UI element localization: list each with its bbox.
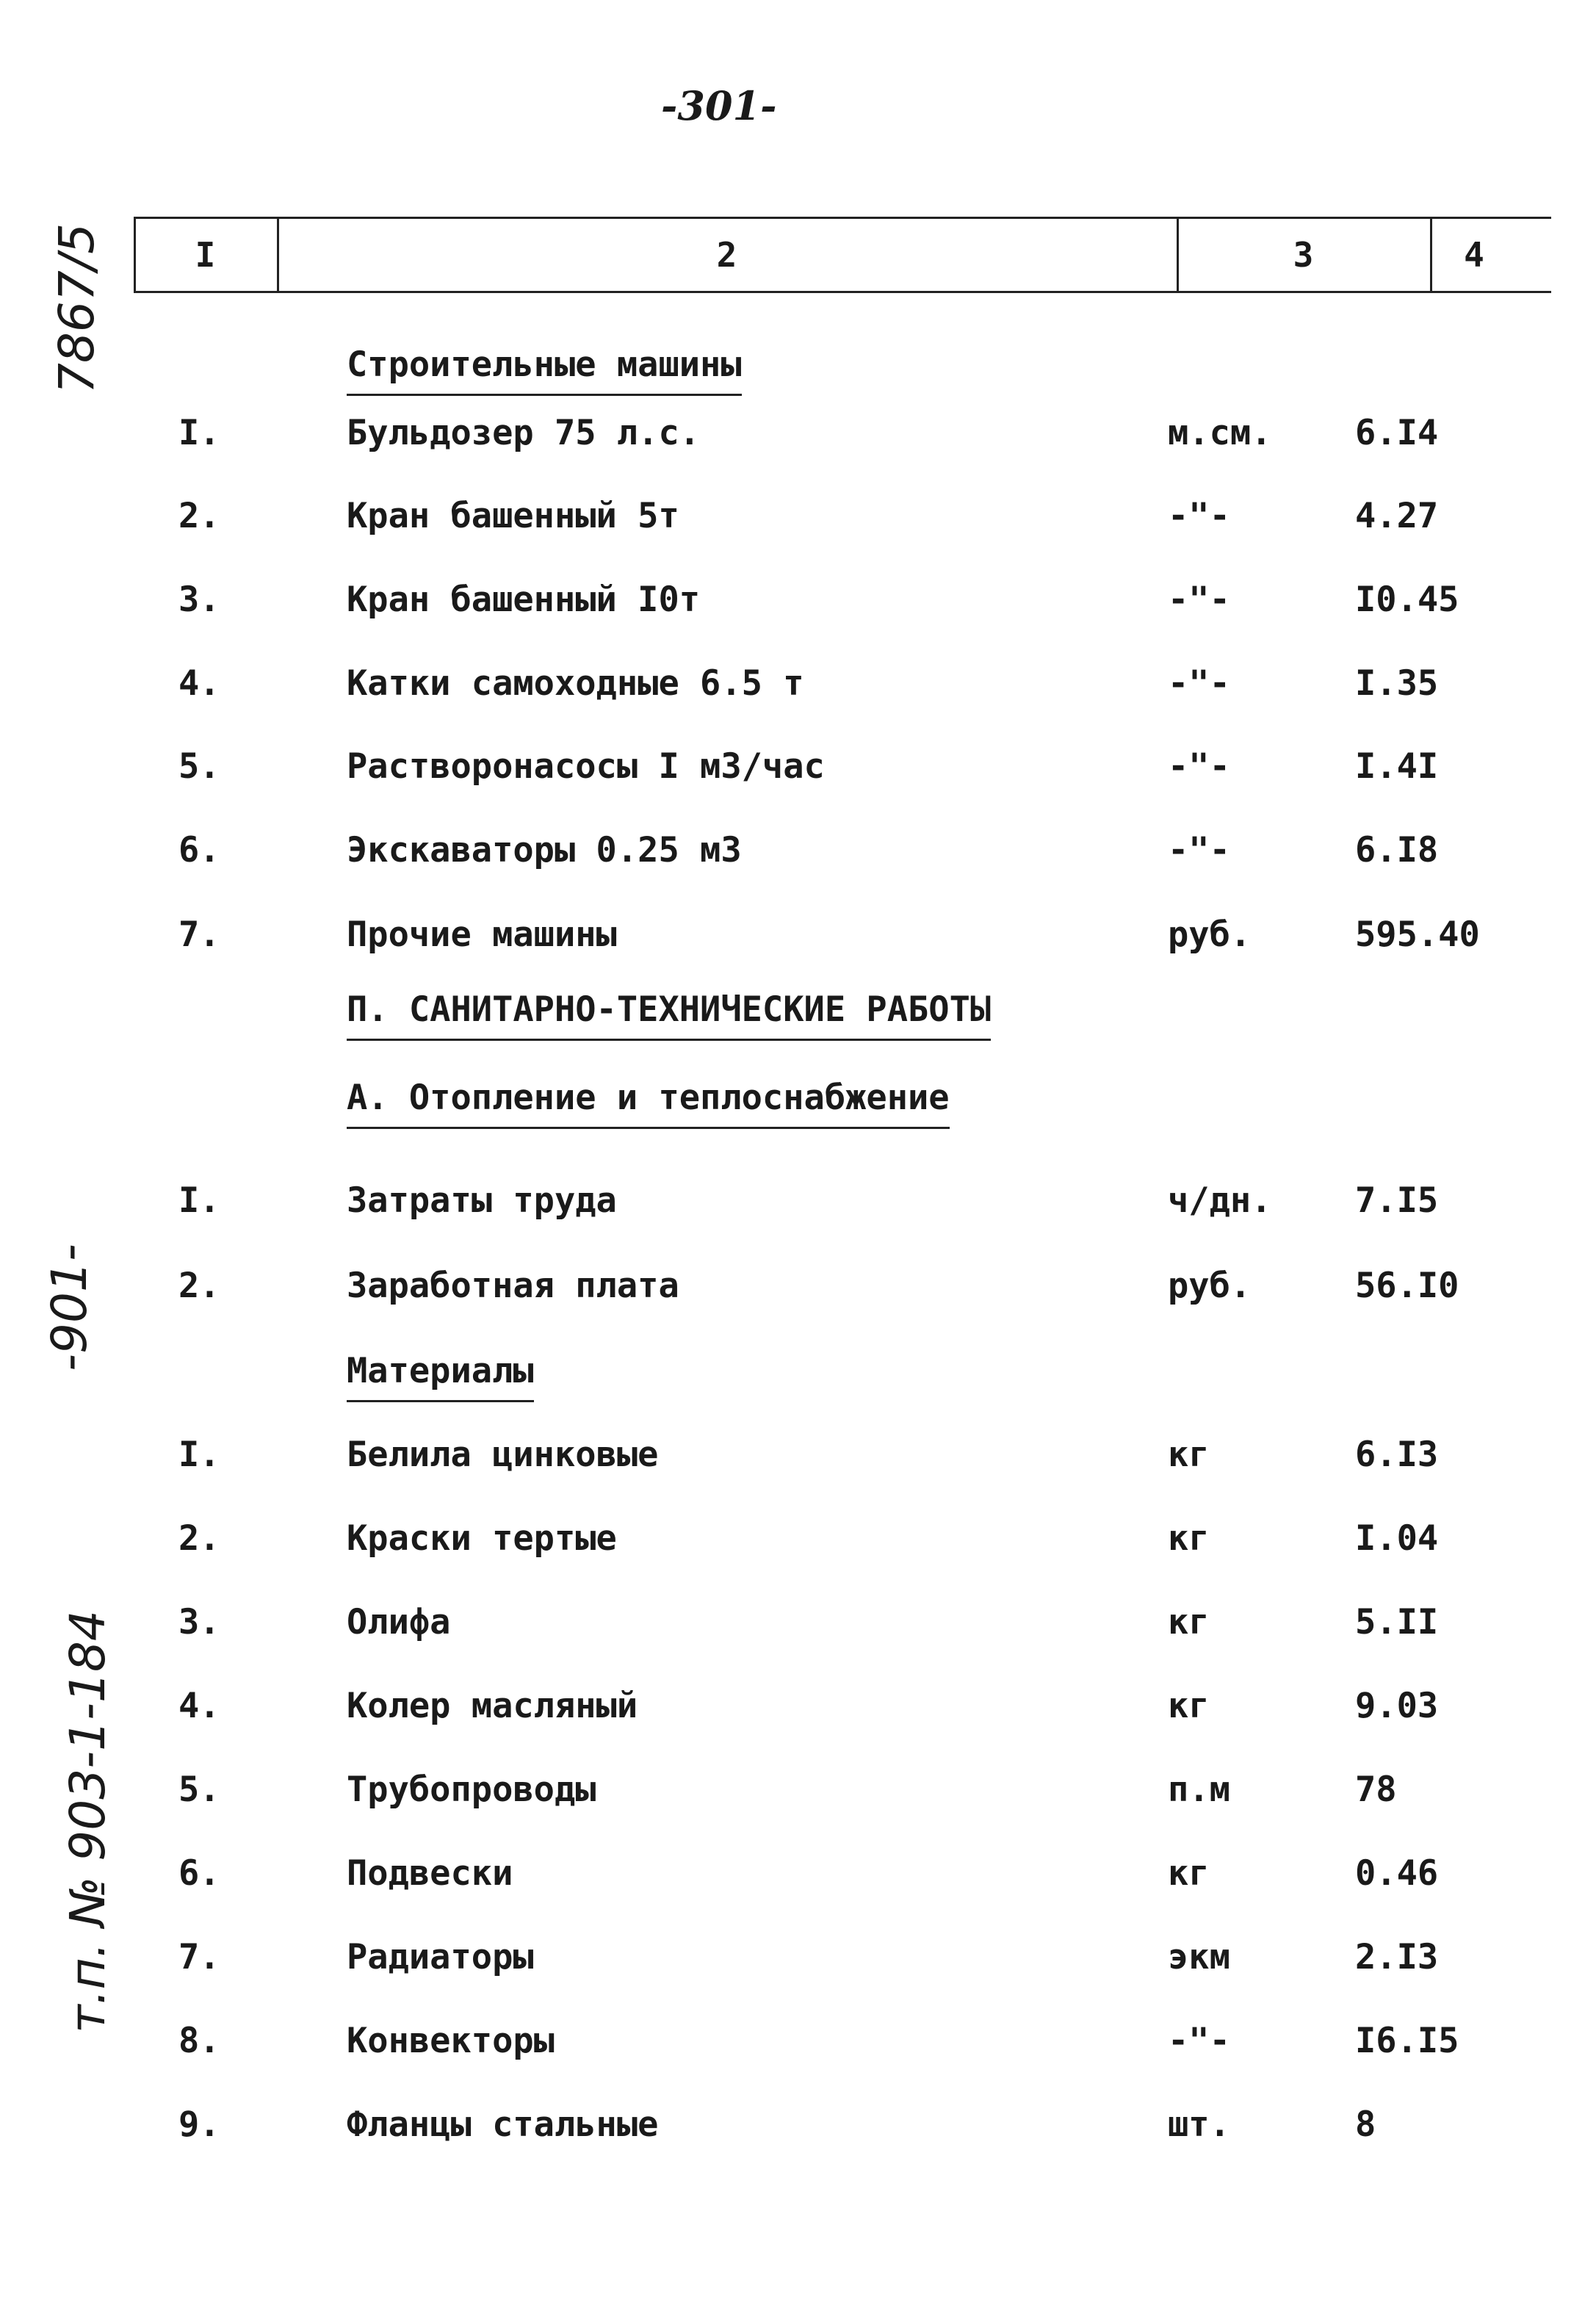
row-number: I. (178, 1180, 220, 1221)
header-col-1: I (195, 235, 216, 275)
row-value: I6.I5 (1355, 2021, 1459, 2061)
row-unit: руб. (1168, 915, 1252, 955)
row-name: Олифа (347, 1602, 451, 1642)
row-unit: шт. (1168, 2104, 1230, 2145)
row-value: I.35 (1355, 663, 1439, 704)
margin-note-middle: -901- (41, 1244, 98, 1371)
table-row (0, 1429, 1596, 1481)
row-value: I.04 (1355, 1518, 1439, 1559)
table-header (134, 217, 1551, 293)
row-unit: -"- (1168, 830, 1230, 870)
row-name: Подвески (347, 1853, 513, 1894)
row-number: 8. (178, 2021, 220, 2061)
row-number: 7. (178, 915, 220, 955)
table-row (0, 1764, 1596, 1816)
row-name: Катки самоходные 6.5 т (347, 663, 804, 704)
table-row (0, 825, 1596, 876)
row-value: 0.46 (1355, 1853, 1439, 1894)
row-number: 9. (178, 2104, 220, 2145)
row-value: 9.03 (1355, 1686, 1439, 1726)
row-number: 3. (178, 580, 220, 620)
row-name: Колер масляный (347, 1686, 638, 1726)
row-name: Краски тертые (347, 1518, 617, 1559)
row-value: 6.I3 (1355, 1435, 1439, 1475)
table-row (0, 1175, 1596, 1227)
table-row (0, 1681, 1596, 1732)
row-unit: кг (1168, 1435, 1210, 1475)
row-value: 595.40 (1355, 915, 1480, 955)
row-name: Экскаваторы 0.25 м3 (347, 830, 742, 870)
row-unit: руб. (1168, 1266, 1252, 1306)
margin-note-bottom: т.п. № 903-1-184 (59, 1610, 116, 2033)
section-title-sanitary: П. САНИТАРНО-ТЕХНИЧЕСКИЕ РАБОТЫ (347, 984, 991, 1041)
row-unit: м.см. (1168, 413, 1272, 453)
table-row (0, 491, 1596, 542)
row-value: I.4I (1355, 746, 1439, 787)
row-number: 4. (178, 663, 220, 704)
table-row (0, 741, 1596, 793)
row-value: 7.I5 (1355, 1180, 1439, 1221)
margin-note-top: 7867/5 (48, 223, 105, 394)
table-row (0, 1932, 1596, 1983)
row-number: 2. (178, 1266, 220, 1306)
row-number: 2. (178, 1518, 220, 1559)
row-number: I. (178, 413, 220, 453)
row-unit: кг (1168, 1602, 1210, 1642)
row-unit: п.м (1168, 1770, 1230, 1810)
table-row (0, 1513, 1596, 1565)
row-unit: кг (1168, 1853, 1210, 1894)
row-name: Фланцы стальные (347, 2104, 659, 2145)
row-name: Растворонасосы I м3/час (347, 746, 825, 787)
row-number: 7. (178, 1937, 220, 1977)
table-row (0, 1848, 1596, 1900)
row-value: 56.I0 (1355, 1266, 1459, 1306)
header-col-2: 2 (716, 235, 737, 275)
row-number: 3. (178, 1602, 220, 1642)
row-number: 2. (178, 496, 220, 536)
row-name: Трубопроводы (347, 1770, 596, 1810)
row-name: Прочие машины (347, 915, 617, 955)
section-title-materials: Материалы (347, 1346, 534, 1402)
row-name: Конвекторы (347, 2021, 555, 2061)
row-unit: -"- (1168, 746, 1230, 787)
table-row (0, 1260, 1596, 1312)
row-number: 6. (178, 830, 220, 870)
row-name: Белила цинковые (347, 1435, 659, 1475)
row-value: 6.I4 (1355, 413, 1439, 453)
row-value: 5.II (1355, 1602, 1439, 1642)
row-unit: -"- (1168, 580, 1230, 620)
section-title-machines: Строительные машины (347, 339, 742, 396)
row-value: 4.27 (1355, 496, 1439, 536)
header-col-3: 3 (1293, 235, 1314, 275)
row-number: 5. (178, 746, 220, 787)
table-row (0, 2099, 1596, 2151)
section-subtitle-heating: А. Отопление и теплоснабжение (347, 1072, 950, 1129)
row-unit: экм (1168, 1937, 1230, 1977)
row-name: Радиаторы (347, 1937, 534, 1977)
row-unit: -"- (1168, 663, 1230, 704)
row-value: 78 (1355, 1770, 1397, 1810)
row-number: I. (178, 1435, 220, 1475)
row-name: Заработная плата (347, 1266, 679, 1306)
row-unit: ч/дн. (1168, 1180, 1272, 1221)
row-number: 4. (178, 1686, 220, 1726)
page-number: -301- (661, 82, 777, 129)
row-value: 8 (1355, 2104, 1376, 2145)
row-value: 2.I3 (1355, 1937, 1439, 1977)
row-name: Затраты труда (347, 1180, 617, 1221)
row-name: Кран башенный 5т (347, 496, 679, 536)
table-row (0, 1597, 1596, 1648)
row-number: 5. (178, 1770, 220, 1810)
row-unit: кг (1168, 1518, 1210, 1559)
table-row (0, 658, 1596, 710)
header-col-4: 4 (1464, 235, 1484, 275)
row-name: Бульдозер 75 л.с. (347, 413, 701, 453)
table-row (0, 574, 1596, 626)
row-unit: кг (1168, 1686, 1210, 1726)
row-value: 6.I8 (1355, 830, 1439, 870)
row-unit: -"- (1168, 2021, 1230, 2061)
table-row (0, 408, 1596, 459)
table-row (0, 2016, 1596, 2067)
row-unit: -"- (1168, 496, 1230, 536)
row-value: I0.45 (1355, 580, 1459, 620)
table-row (0, 909, 1596, 961)
row-number: 6. (178, 1853, 220, 1894)
row-name: Кран башенный I0т (347, 580, 701, 620)
